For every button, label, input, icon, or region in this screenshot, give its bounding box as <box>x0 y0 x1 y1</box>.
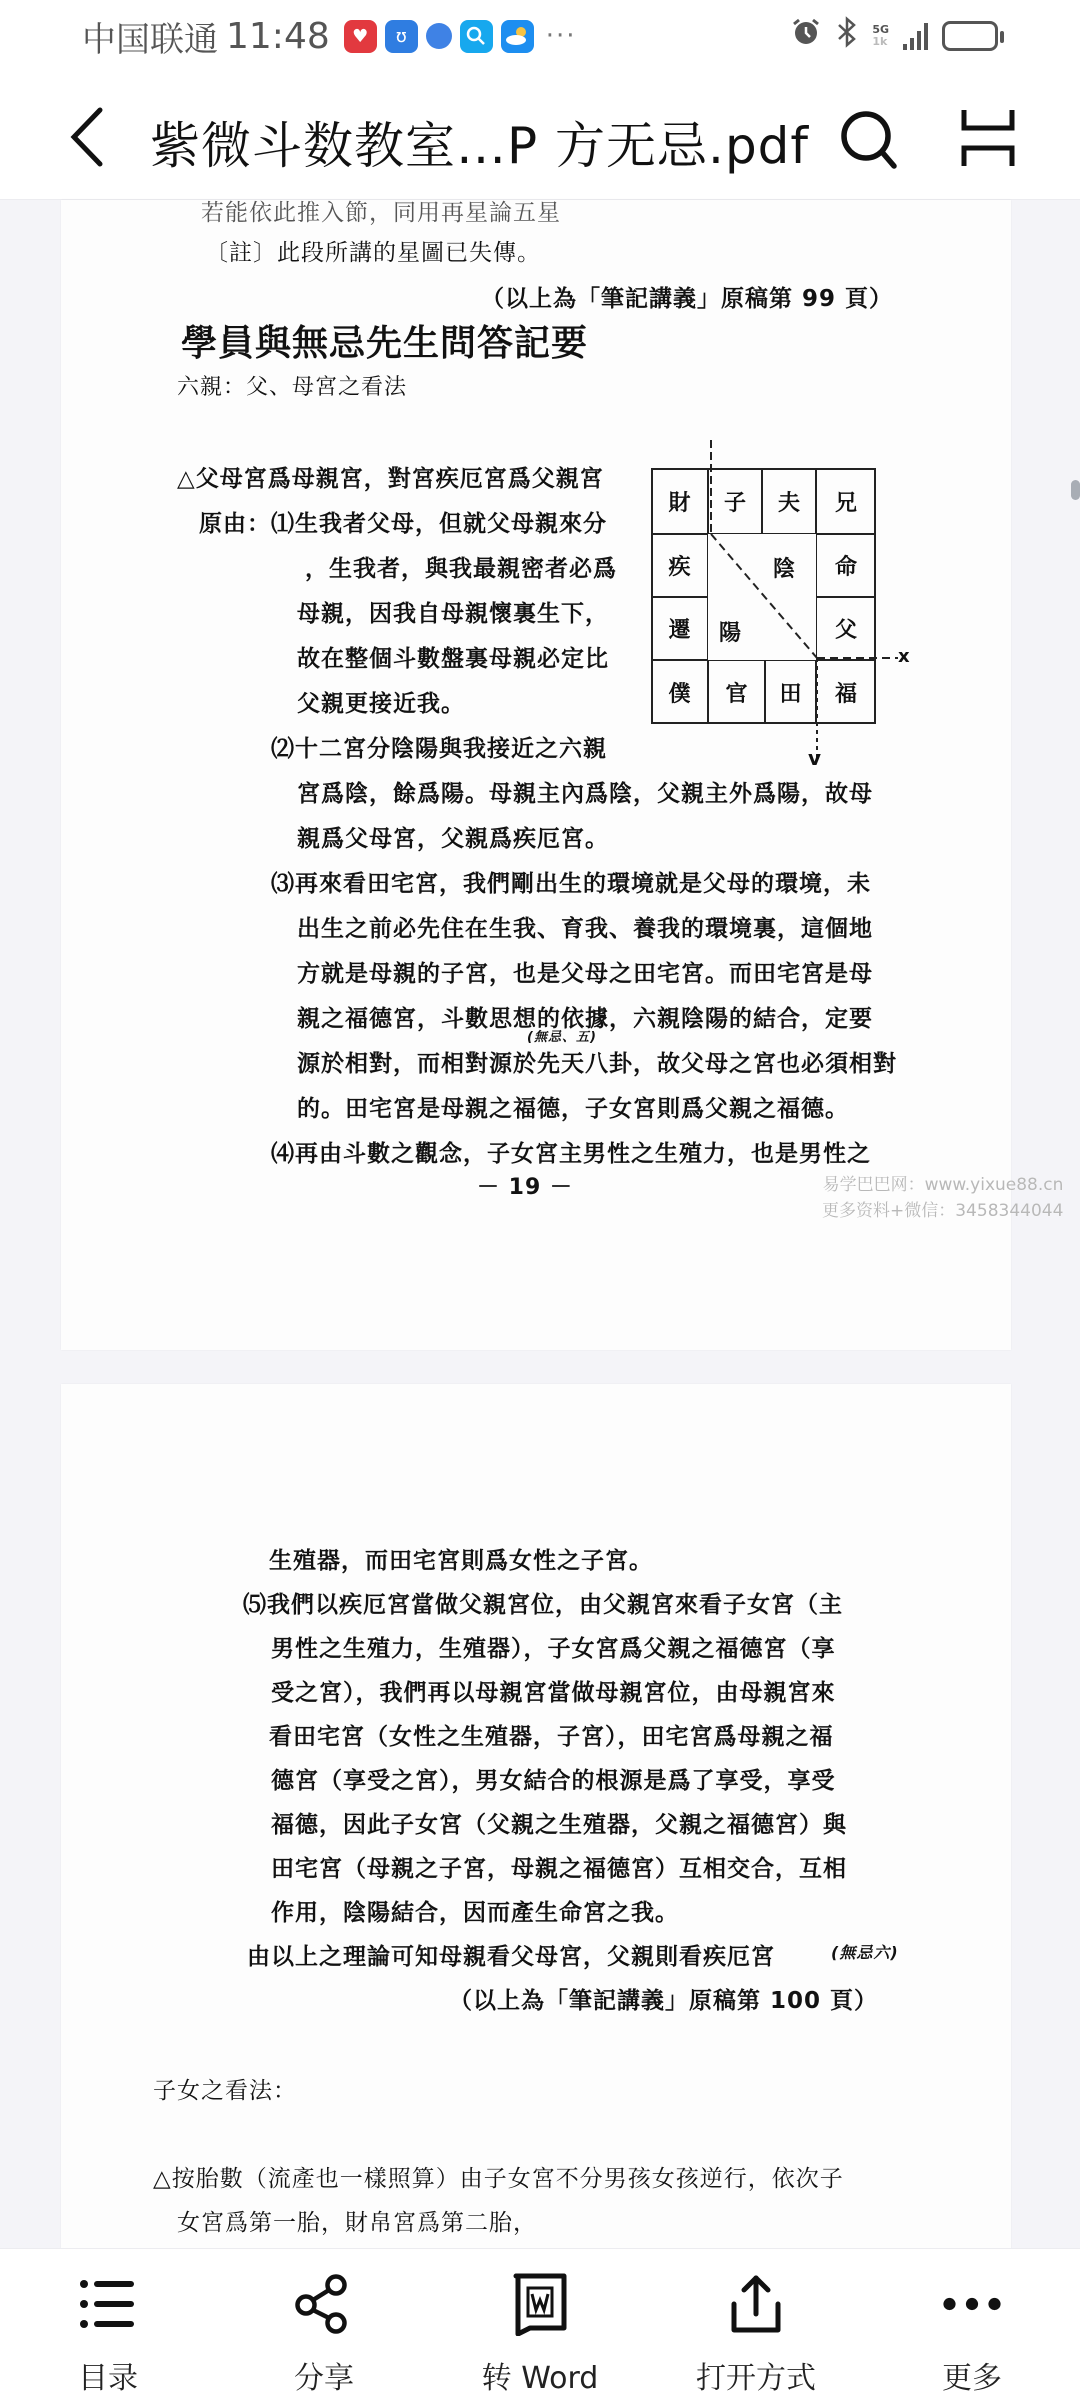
yang-label: 陽 <box>719 621 742 646</box>
reading-mode-button[interactable] <box>960 108 1016 168</box>
text-line: ⑷再由斗數之觀念，子女宮主男性之生殖力，也是男性之 <box>271 1141 871 1167</box>
text-line: 母親，因我自母親懷裏生下， <box>297 601 609 627</box>
text-line: 故在整個斗數盤裏母親必定比 <box>297 646 609 672</box>
more-label: 更多 <box>942 2361 1002 2396</box>
section-title: 子女之看法： <box>153 2078 297 2104</box>
cut-off-line: 若能依此推入節，同用再星論五星 <box>201 200 561 226</box>
palace-cell: 子 <box>708 468 762 534</box>
text-line: 的。田宅宮是母親之福德，子女宮則爲父親之福德。 <box>297 1096 849 1122</box>
list-icon <box>78 2271 138 2337</box>
convert-word-button[interactable] <box>432 2249 648 2400</box>
status-bar <box>0 0 1080 72</box>
reading-mode-icon <box>960 108 1016 168</box>
share-label: 分享 <box>294 2361 354 2396</box>
search-app-icon <box>460 20 493 53</box>
section-subheading: 六親：父、母宮之看法 <box>177 375 408 400</box>
palace-cell: 疾 <box>651 534 708 597</box>
text-line: 男性之生殖力，生殖器），子女宮爲父親之福德宮（享 <box>271 1636 836 1662</box>
text-line: 出生之前必先住在生我、育我、養我的環境裏，這個地 <box>297 916 873 942</box>
more-button[interactable] <box>864 2249 1080 2400</box>
battery-icon <box>942 21 998 51</box>
alarm-icon <box>790 16 822 56</box>
text-line: 方就是母親的子宮，也是父母之田宅宮。而田宅宮是母 <box>297 961 873 987</box>
status-left <box>82 12 577 61</box>
status-right <box>790 16 998 56</box>
carrier-label: 中国联通 <box>82 19 218 60</box>
network-type: 5G 1k <box>872 23 889 48</box>
palace-cell: 遷 <box>651 597 708 660</box>
note-text: 〔註〕此段所講的星圖已失傳。 <box>205 240 541 266</box>
text-line: 德宮（享受之宮），男女結合的根源是爲了享受，享受 <box>271 1768 836 1794</box>
handwritten-annotation: (無忌、五) <box>527 1030 597 1045</box>
document-title: 紫微斗数教室…P 方无忌.pdf <box>150 117 810 175</box>
text-line: ⑶再來看田宅宮，我們剛出生的環境就是父母的環境，未 <box>271 871 871 897</box>
watermark-line-1: 易学巴巴网：www.yixue88.cn <box>822 1175 1064 1195</box>
pdf-page-20[interactable] <box>61 1384 1011 2284</box>
open-with-button[interactable] <box>648 2249 864 2400</box>
share-button[interactable] <box>216 2249 432 2400</box>
word-convert-icon <box>510 2271 570 2337</box>
page-number: － 19 － <box>477 1175 573 1200</box>
toc-label: 目录 <box>78 2361 138 2396</box>
cow-app-icon: ʊ <box>385 20 418 53</box>
text-line: 親爲父母宮，父親爲疾厄宮。 <box>297 826 609 852</box>
watermark <box>822 1172 1063 1224</box>
text-line: 福德，因此子女宮（父親之生殖器，父親之福德宮）與 <box>271 1812 847 1838</box>
diagonal-dashed-lines <box>593 440 933 780</box>
text-line: 宮爲陰，餘爲陽。母親主內爲陰，父親主外爲陽，故母 <box>297 781 873 807</box>
handwritten-annotation: (無忌六) <box>831 1943 899 1962</box>
back-button[interactable] <box>60 102 120 172</box>
toc-button[interactable] <box>0 2249 216 2400</box>
text-line: ⑸我們以疾厄宮當做父親宮位，由父親宮來看子女宮（主 <box>243 1592 843 1618</box>
text-line: ，生我者，與我最親密者必爲 <box>305 556 617 582</box>
section-heading: 學員與無忌先生問答記要 <box>181 323 589 364</box>
bluetooth-icon <box>836 16 858 56</box>
convert-word-label: 转 Word <box>481 2361 599 2396</box>
text-line: 田宅宮（母親之子宮，母親之福德宮）互相交合，互相 <box>271 1856 847 1882</box>
watermark-line-2: 更多资料+微信：3458344044 <box>822 1201 1064 1221</box>
source-note: （以上為「筆記講義」原稿第 99 頁） <box>481 286 894 312</box>
text-line: 生殖器，而田宅宮則爲女性之子宮。 <box>269 1548 653 1574</box>
open-with-label: 打开方式 <box>696 2361 816 2396</box>
text-line: 原由：⑴生我者父母，但就父母親來分 <box>199 511 607 537</box>
title-bar <box>0 72 1080 200</box>
yin-label: 陰 <box>773 557 796 582</box>
chevron-left-icon <box>60 102 120 172</box>
clock: 11:48 <box>226 15 330 57</box>
more-notifications-icon: ··· <box>545 21 577 51</box>
browser-globe-icon <box>426 23 452 49</box>
palace-cell: 田 <box>765 660 816 724</box>
text-line: 親之福德宮，斗數思想的依據，六親陰陽的結合，定要 <box>297 1006 873 1032</box>
palace-cell: 兄 <box>816 468 876 534</box>
search-button[interactable] <box>836 106 900 170</box>
palace-cell: 命 <box>816 534 876 597</box>
huawei-app-icon: ♥ <box>344 20 377 53</box>
palace-chart-diagram <box>651 468 910 770</box>
text-line: △父母宮爲母親宮，對宮疾厄宮爲父親宮 <box>177 466 604 492</box>
palace-cell: 夫 <box>762 468 816 534</box>
search-icon <box>836 106 900 170</box>
palace-cell: 財 <box>651 468 708 534</box>
text-line: 父親更接近我。 <box>297 691 465 717</box>
source-note: （以上為「筆記講義」原稿第 100 頁） <box>449 1988 879 2014</box>
text-line: △按胎數（流產也一樣照算）由子女宮不分男孩女孩逆行，依次子 <box>153 2166 844 2192</box>
text-line: 由以上之理論可知母親看父母宮，父親則看疾厄宮 <box>247 1944 775 1970</box>
text-line: 女宮爲第一胎，財帛宮爲第二胎， <box>177 2210 537 2236</box>
bottom-toolbar <box>0 2248 1080 2400</box>
share-icon <box>294 2271 354 2337</box>
signal-strength-icon <box>903 22 928 50</box>
marker-v: v <box>808 746 822 770</box>
text-line: 作用，陰陽結合，因而產生命宮之我。 <box>271 1900 679 1926</box>
palace-cell: 僕 <box>651 660 708 724</box>
text-line: 源於相對，而相對源於先天八卦，故父母之宮也必須相對 <box>297 1051 897 1077</box>
weather-icon <box>501 20 534 53</box>
palace-cell: 福 <box>816 660 876 724</box>
palace-cell: 父 <box>816 597 876 660</box>
text-line: 受之宮），我們再以母親宮當做母親宮位，由母親宮來 <box>271 1680 836 1706</box>
text-line: ⑵十二宮分陰陽與我接近之六親 <box>271 736 607 762</box>
scrollbar-thumb[interactable] <box>1071 480 1080 500</box>
text-line: 看田宅宮（女性之生殖器，子宮），田宅宮爲母親之福 <box>269 1724 834 1750</box>
more-icon <box>942 2271 1002 2337</box>
palace-cell: 官 <box>708 660 765 724</box>
open-with-icon <box>726 2271 786 2337</box>
marker-x: x <box>898 646 910 667</box>
